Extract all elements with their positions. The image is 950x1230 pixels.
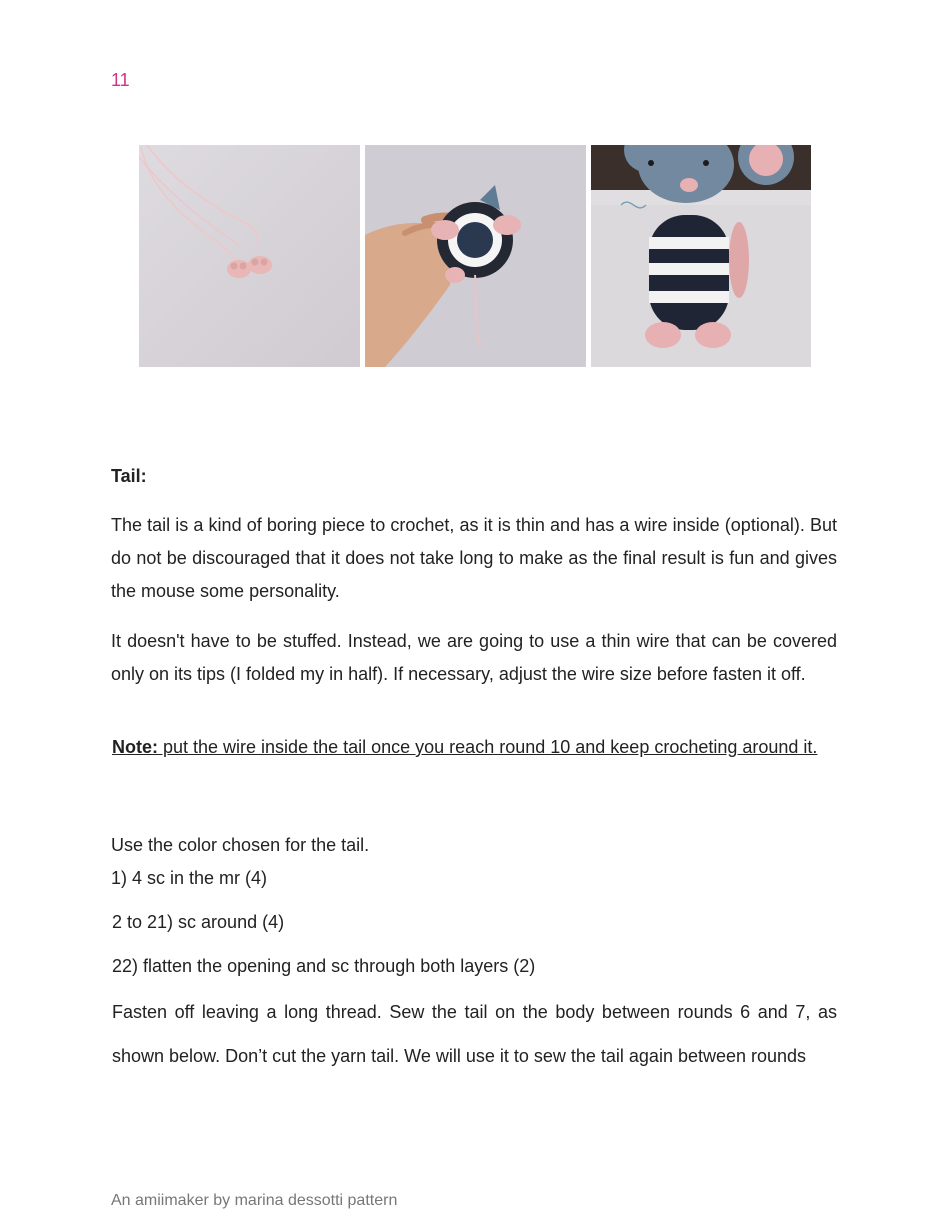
photo-strip — [139, 145, 811, 367]
color-instruction: Use the color chosen for the tail. — [111, 835, 370, 855]
hand-holding-mouse-bottom-photo — [365, 145, 586, 367]
section-heading: Tail: — [111, 466, 147, 486]
page-footer: An amiimaker by marina dessotti pattern — [111, 1192, 398, 1209]
round-1: 1) 4 sc in the mr (4) — [111, 868, 268, 888]
page-number: 11 — [111, 70, 130, 90]
pink-feet-pieces-photo — [139, 145, 360, 367]
mouse-standing-photo — [591, 145, 811, 367]
round-2-to-21: 2 to 21) sc around (4) — [112, 912, 285, 932]
note-paragraph — [112, 725, 837, 769]
tail-intro-paragraph: The tail is a kind of boring piece to crochet, as it is thin and has a wire inside (optional). But do not be discouraged that it does not take long to make as the final result is fun and gives the mouse some personality. — [111, 515, 837, 601]
round-22: 22) flatten the opening and sc through both layers (2) — [112, 956, 536, 976]
fasten-off-paragraph: Fasten off leaving a long thread. Sew the tail on the body between rounds 6 and 7, as shown below. Don’t cut the yarn tail. We will use it to sew the tail again between rounds — [112, 1002, 837, 1066]
tail-wire-paragraph: It doesn't have to be stuffed. Instead, we are going to use a thin wire that can be covered only on its tips (I folded my in half). If necessary, adjust the wire size before fasten it off. — [111, 631, 837, 684]
note-label: Note: — [112, 737, 158, 757]
note-text: put the wire inside the tail once you reach round 10 and keep crocheting around it. — [158, 737, 818, 757]
